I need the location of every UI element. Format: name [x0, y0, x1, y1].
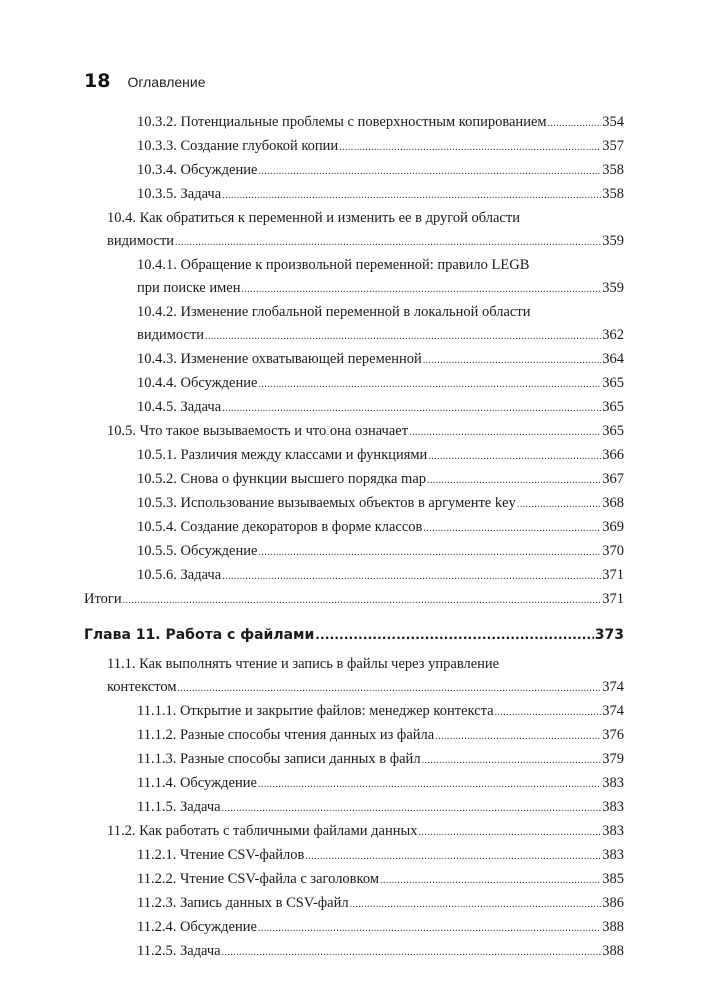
toc-entry-page: 383	[602, 847, 624, 863]
toc-entry	[84, 396, 624, 420]
toc-entry	[84, 492, 624, 516]
toc-entry-title: 11.2.5. Задача	[137, 943, 221, 959]
dot-leader	[222, 565, 601, 588]
table-of-contents	[84, 111, 624, 964]
toc-entry-title: 10.5. Что такое вызываемость и что она означает	[107, 423, 409, 439]
dot-leader	[423, 349, 602, 372]
toc-entry-page: 374	[602, 679, 624, 695]
dot-leader	[422, 749, 602, 772]
toc-entry	[84, 301, 624, 348]
dot-leader	[205, 325, 601, 348]
toc-entry-title: 10.5.1. Различия между классами и функциями	[137, 447, 428, 463]
toc-entry-title: 10.4.3. Изменение охватывающей переменной	[137, 351, 422, 367]
toc-entry-title: 11.2.1. Чтение CSV-файлов	[137, 847, 305, 863]
running-head: Оглавление	[127, 74, 206, 90]
toc-entry-page: 357	[602, 138, 624, 154]
toc-entry-page: 373	[594, 627, 624, 643]
toc-entry-page: 358	[602, 186, 624, 202]
toc-entry-title-continuation: видимости	[107, 233, 175, 249]
toc-entry-title: 11.2.4. Обсуждение	[137, 919, 257, 935]
toc-entry-title: Глава 11. Работа с файлами	[84, 627, 315, 643]
dot-leader	[241, 278, 601, 301]
dot-leader	[315, 624, 593, 647]
toc-entry-page: 379	[602, 751, 624, 767]
toc-entry-page: 383	[602, 775, 624, 791]
dot-leader	[339, 136, 601, 159]
toc-chapter-entry	[84, 624, 624, 647]
toc-entry-page: 365	[602, 375, 624, 391]
dot-leader	[409, 421, 601, 444]
toc-entry-title: 11.2. Как работать с табличными файлами данных	[107, 823, 418, 839]
dot-leader	[548, 112, 602, 135]
dot-leader	[258, 917, 601, 940]
dot-leader	[435, 725, 601, 748]
toc-entry-title: 10.5.3. Использование вызываемых объектов в аргументе key	[137, 495, 516, 511]
toc-entry	[84, 564, 624, 588]
toc-entry-title: 11.1.5. Задача	[137, 799, 221, 815]
toc-entry-title-continuation: видимости	[137, 327, 205, 343]
toc-entry	[84, 207, 624, 254]
page-header	[84, 70, 206, 92]
toc-entry	[84, 772, 624, 796]
toc-entry-title: 11.1.4. Обсуждение	[137, 775, 257, 791]
toc-entry	[84, 748, 624, 772]
dot-leader	[222, 397, 601, 420]
dot-leader	[222, 184, 601, 207]
dot-leader	[350, 893, 602, 916]
dot-leader	[258, 773, 601, 796]
dot-leader	[178, 677, 602, 700]
toc-entry	[84, 111, 624, 135]
toc-entry-page: 365	[602, 423, 624, 439]
toc-entry	[84, 183, 624, 207]
toc-entry-title: 10.5.5. Обсуждение	[137, 543, 258, 559]
toc-entry-page: 358	[602, 162, 624, 178]
dot-leader	[380, 869, 601, 892]
toc-entry	[84, 420, 624, 444]
toc-entry	[84, 796, 624, 820]
toc-entry-page: 386	[602, 895, 624, 911]
toc-entry-page: 383	[602, 799, 624, 815]
toc-entry-title: 10.4.5. Задача	[137, 399, 222, 415]
toc-entry-title: 11.2.2. Чтение CSV-файла с заголовком	[137, 871, 379, 887]
dot-leader	[175, 231, 601, 254]
toc-entry-page: 364	[602, 351, 624, 367]
toc-entry-page: 354	[602, 114, 624, 130]
dot-leader	[258, 373, 601, 396]
toc-entry-page: 366	[602, 447, 624, 463]
toc-entry	[84, 868, 624, 892]
toc-entry	[84, 468, 624, 492]
toc-entry-title: 10.5.6. Задача	[137, 567, 222, 583]
dot-leader	[222, 941, 602, 964]
toc-entry-page: 365	[602, 399, 624, 415]
toc-entry-page: 370	[602, 543, 624, 559]
toc-entry-title: 10.3.2. Потенциальные проблемы с поверхностным копированием	[137, 114, 547, 130]
dot-leader	[517, 493, 601, 516]
toc-entry-title: Итоги	[84, 591, 122, 607]
toc-entry	[84, 820, 624, 844]
toc-entry	[84, 348, 624, 372]
dot-leader	[123, 589, 602, 612]
toc-entry-title: 11.2.3. Запись данных в CSV-файл	[137, 895, 349, 911]
toc-entry-page: 371	[602, 567, 624, 583]
toc-entry-title: 10.5.2. Снова о функции высшего порядка map	[137, 471, 427, 487]
toc-entry	[84, 444, 624, 468]
toc-entry	[84, 516, 624, 540]
toc-entry-title: 10.4.4. Обсуждение	[137, 375, 258, 391]
toc-entry	[84, 940, 624, 964]
toc-entry-page: 383	[602, 823, 624, 839]
dot-leader	[428, 445, 601, 468]
toc-entry-page: 369	[602, 519, 624, 535]
toc-entry	[84, 588, 624, 612]
page-number: 18	[84, 70, 111, 92]
toc-entry	[84, 135, 624, 159]
dot-leader	[258, 541, 601, 564]
dot-leader	[427, 469, 601, 492]
toc-entry-page: 362	[602, 327, 624, 343]
toc-entry-title: 10.3.5. Задача	[137, 186, 222, 202]
toc-entry-page: 371	[602, 591, 624, 607]
toc-entry	[84, 372, 624, 396]
toc-entry-title: 10.3.3. Создание глубокой копии	[137, 138, 339, 154]
dot-leader	[423, 517, 601, 540]
dot-leader	[222, 797, 602, 820]
toc-entry-title: 10.4.1. Обращение к произвольной переменной: правило LEGB	[137, 257, 530, 273]
toc-entry	[84, 159, 624, 183]
toc-entry-title: 11.1.3. Разные способы записи данных в файл	[137, 751, 421, 767]
toc-entry	[84, 892, 624, 916]
toc-entry-page: 359	[602, 233, 624, 249]
toc-entry	[84, 916, 624, 940]
toc-entry-page: 376	[602, 727, 624, 743]
toc-entry-title-continuation: контекстом	[107, 679, 177, 695]
toc-entry	[84, 653, 624, 700]
toc-entry-title: 10.3.4. Обсуждение	[137, 162, 258, 178]
dot-leader	[495, 701, 602, 724]
toc-entry-page: 385	[602, 871, 624, 887]
dot-leader	[305, 845, 601, 868]
toc-entry-title: 10.5.4. Создание декораторов в форме классов	[137, 519, 423, 535]
toc-entry-title: 10.4.2. Изменение глобальной переменной в локальной области	[137, 304, 531, 320]
toc-entry-page: 359	[602, 280, 624, 296]
dot-leader	[258, 160, 601, 183]
toc-entry-title: 10.4. Как обратиться к переменной и изменить ее в другой области	[107, 210, 520, 226]
toc-entry-page: 367	[602, 471, 624, 487]
toc-entry-title: 11.1.2. Разные способы чтения данных из файла	[137, 727, 435, 743]
toc-entry-title: 11.1. Как выполнять чтение и запись в файлы через управление	[107, 656, 500, 672]
toc-entry	[84, 700, 624, 724]
toc-entry	[84, 844, 624, 868]
toc-entry-page: 388	[602, 943, 624, 959]
toc-entry	[84, 540, 624, 564]
toc-entry-title-continuation: при поиске имен	[137, 280, 241, 296]
toc-entry	[84, 254, 624, 301]
toc-entry-page: 374	[602, 703, 624, 719]
toc-entry-page: 388	[602, 919, 624, 935]
toc-entry-page: 368	[602, 495, 624, 511]
toc-entry	[84, 724, 624, 748]
toc-entry-title: 11.1.1. Открытие и закрытие файлов: менеджер контекста	[137, 703, 494, 719]
dot-leader	[418, 821, 601, 844]
